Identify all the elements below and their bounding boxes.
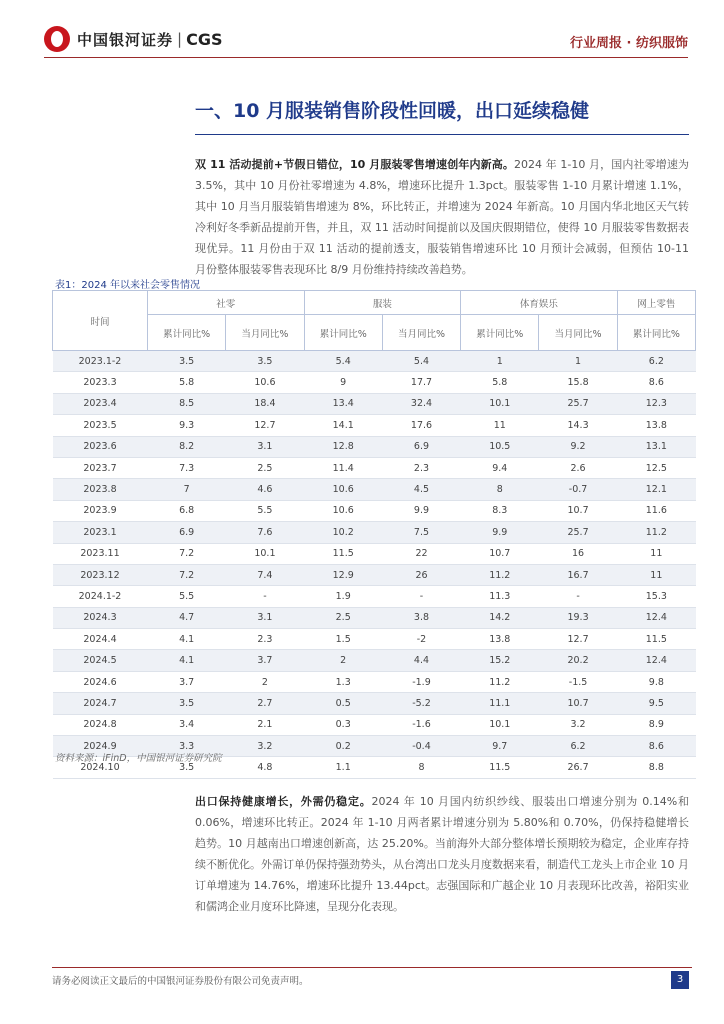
table-cell-value: 9.2 xyxy=(539,436,617,457)
table-cell-value: 4.6 xyxy=(226,479,304,500)
table-cell-value: 11.2 xyxy=(461,671,539,692)
table-cell-value: 10.7 xyxy=(539,500,617,521)
table-cell-value: 10.1 xyxy=(461,393,539,414)
table-cell-value: 7.4 xyxy=(226,564,304,585)
table-cell-value: 12.8 xyxy=(304,436,382,457)
table-cell-value: 1.3 xyxy=(304,671,382,692)
table-caption: 表1：2024 年以来社会零售情况 xyxy=(55,280,200,291)
table-cell-value: 13.8 xyxy=(617,415,695,436)
table-cell-value: 15.2 xyxy=(461,650,539,671)
table-cell-value: 19.3 xyxy=(539,607,617,628)
table-cell-value: -1.6 xyxy=(382,714,460,735)
header-divider xyxy=(44,57,688,58)
table-sub-header xyxy=(53,315,696,351)
table-cell-period: 2023.4 xyxy=(53,393,148,414)
table-cell-value: 3.3 xyxy=(148,736,226,757)
table-row xyxy=(53,415,696,436)
table-row xyxy=(53,629,696,650)
table-row xyxy=(53,714,696,735)
table-cell-value: 6.9 xyxy=(382,436,460,457)
table-cell-period: 2023.7 xyxy=(53,457,148,478)
table-cell-value: 10.6 xyxy=(304,500,382,521)
table-cell-value: 10.1 xyxy=(461,714,539,735)
table-cell-value: 10.7 xyxy=(539,693,617,714)
table-cell-value: 12.5 xyxy=(617,457,695,478)
table-cell-value: 9.4 xyxy=(461,457,539,478)
report-type-label: 行业周报 · 纺织服饰 xyxy=(570,36,688,51)
title-divider xyxy=(195,134,689,135)
table-cell-value: - xyxy=(226,586,304,607)
table-cell-value: 10.2 xyxy=(304,522,382,543)
table-cell-value: - xyxy=(539,586,617,607)
table-cell-value: 12.4 xyxy=(617,650,695,671)
table-row xyxy=(53,522,696,543)
table-cell-value: 3.1 xyxy=(226,607,304,628)
table-cell-value: 12.1 xyxy=(617,479,695,500)
table-cell-value: 17.6 xyxy=(382,415,460,436)
table-cell-value: 6.2 xyxy=(617,351,695,372)
table-cell-value: 7.5 xyxy=(382,522,460,543)
paragraph-retail xyxy=(195,154,689,280)
table-cell-value: 8.8 xyxy=(617,757,695,778)
table-cell-value: 9 xyxy=(304,372,382,393)
table-cell-value: 5.8 xyxy=(148,372,226,393)
table-cell-value: 16.7 xyxy=(539,564,617,585)
table-cell-value: 13.8 xyxy=(461,629,539,650)
table-cell-value: 26.7 xyxy=(539,757,617,778)
retail-table xyxy=(52,290,696,779)
table-cell-value: 12.9 xyxy=(304,564,382,585)
col-group-online: 网上零售 xyxy=(617,291,695,315)
table-cell-value: 3.2 xyxy=(539,714,617,735)
table-cell-value: 12.7 xyxy=(539,629,617,650)
table-cell-value: 0.5 xyxy=(304,693,382,714)
table-cell-period: 2024.10 xyxy=(53,757,148,778)
table-cell-value: 11.5 xyxy=(304,543,382,564)
table-cell-value: 2.3 xyxy=(382,457,460,478)
table-cell-period: 2023.5 xyxy=(53,415,148,436)
table-cell-value: 15.3 xyxy=(617,586,695,607)
table-row xyxy=(53,372,696,393)
section-title: 一、10 月服装销售阶段性回暖，出口延续稳健 xyxy=(195,100,590,122)
table-cell-value: 1 xyxy=(539,351,617,372)
table-cell-value: 5.5 xyxy=(148,586,226,607)
table-source: 资料来源：iFinD，中国银河证券研究院 xyxy=(55,753,222,764)
col-header: 当月同比% xyxy=(382,315,460,351)
table-cell-value: 7.2 xyxy=(148,564,226,585)
table-cell-value: 20.2 xyxy=(539,650,617,671)
table-cell-value: 4.7 xyxy=(148,607,226,628)
table-cell-value: 3.5 xyxy=(226,351,304,372)
table-cell-value: 11.2 xyxy=(461,564,539,585)
table-cell-value: 0.3 xyxy=(304,714,382,735)
table-cell-value: 10.1 xyxy=(226,543,304,564)
table-row xyxy=(53,650,696,671)
table-cell-period: 2023.3 xyxy=(53,372,148,393)
table-cell-value: 2.5 xyxy=(226,457,304,478)
table-cell-value: 3.2 xyxy=(226,736,304,757)
paragraph-retail-body: 2024 年 1-10 月，国内社零增速为 3.5%，其中 10 月份社零增速为 4.8%，增速环比提升 1.3pct。服装零售 1-10 月累计增速 1.1%，其中 10 月当月服装销售增速为 8%，环比转正，并增速为 2024 年新高。10 月国内华北地区天气转冷利好冬季新品提前开售，并且，双 11 活动时间提前以及国庆假期错位，使得 10 月服装零售数据表现优异。11 月份由于双 11 活动的提前透支，服装销售增速环比 10 月预计会减弱，但预估 10-11 月份整体服装零售表现环比 8/9 月份维持持续改善趋势。 xyxy=(195,158,689,276)
company-logo xyxy=(44,26,222,52)
table-cell-period: 2023.9 xyxy=(53,500,148,521)
table-cell-value: 9.3 xyxy=(148,415,226,436)
paragraph-export-lead: 出口保持健康增长，外需仍稳定。 xyxy=(195,795,372,808)
table-cell-value: 4.1 xyxy=(148,650,226,671)
table-cell-period: 2024.4 xyxy=(53,629,148,650)
table-cell-value: - xyxy=(382,586,460,607)
table-row xyxy=(53,607,696,628)
table-cell-period: 2024.1-2 xyxy=(53,586,148,607)
table-row xyxy=(53,457,696,478)
table-cell-value: 2.3 xyxy=(226,629,304,650)
table-cell-value: 11.5 xyxy=(461,757,539,778)
table-cell-period: 2023.6 xyxy=(53,436,148,457)
table-cell-value: 9.8 xyxy=(617,671,695,692)
table-cell-period: 2024.8 xyxy=(53,714,148,735)
table-cell-value: 8.6 xyxy=(617,736,695,757)
table-cell-value: 8.9 xyxy=(617,714,695,735)
col-group-sports: 体育娱乐 xyxy=(461,291,618,315)
table-cell-value: 11 xyxy=(617,543,695,564)
table-row xyxy=(53,479,696,500)
table-row xyxy=(53,500,696,521)
table-cell-value: 8.6 xyxy=(617,372,695,393)
page-number: 3 xyxy=(671,971,689,989)
logo-english-name: CGS xyxy=(186,29,223,49)
table-row xyxy=(53,393,696,414)
table-cell-value: 14.3 xyxy=(539,415,617,436)
table-cell-value: 11.3 xyxy=(461,586,539,607)
table-cell-value: 8.2 xyxy=(148,436,226,457)
col-group-apparel: 服装 xyxy=(304,291,461,315)
table-cell-value: 12.3 xyxy=(617,393,695,414)
table-cell-value: 13.4 xyxy=(304,393,382,414)
cgs-logo-icon xyxy=(44,26,70,52)
table-cell-value: 11.6 xyxy=(617,500,695,521)
table-cell-value: 6.9 xyxy=(148,522,226,543)
table-cell-value: 2.5 xyxy=(304,607,382,628)
table-row xyxy=(53,436,696,457)
table-cell-value: 5.5 xyxy=(226,500,304,521)
table-cell-value: 3.5 xyxy=(148,693,226,714)
table-cell-value: -0.7 xyxy=(539,479,617,500)
table-cell-period: 2023.12 xyxy=(53,564,148,585)
table-cell-value: 25.7 xyxy=(539,393,617,414)
table-cell-period: 2024.7 xyxy=(53,693,148,714)
table-cell-value: -5.2 xyxy=(382,693,460,714)
table-cell-value: 7.2 xyxy=(148,543,226,564)
table-row xyxy=(53,564,696,585)
footer-divider xyxy=(52,967,692,968)
table-cell-period: 2024.3 xyxy=(53,607,148,628)
table-cell-value: 14.1 xyxy=(304,415,382,436)
table-cell-value: 6.8 xyxy=(148,500,226,521)
table-cell-value: 3.5 xyxy=(148,351,226,372)
table-cell-value: 25.7 xyxy=(539,522,617,543)
table-cell-value: 26 xyxy=(382,564,460,585)
col-header: 当月同比% xyxy=(226,315,304,351)
table-cell-value: 7.6 xyxy=(226,522,304,543)
table-cell-value: 3.1 xyxy=(226,436,304,457)
table-cell-value: 3.8 xyxy=(382,607,460,628)
table-cell-value: 5.4 xyxy=(382,351,460,372)
table-row xyxy=(53,586,696,607)
col-header: 累计同比% xyxy=(617,315,695,351)
logo-separator: | xyxy=(177,30,183,48)
table-cell-value: 16 xyxy=(539,543,617,564)
table-cell-value: 4.5 xyxy=(382,479,460,500)
table-cell-value: 2.1 xyxy=(226,714,304,735)
table-cell-value: 12.7 xyxy=(226,415,304,436)
table-cell-value: 10.6 xyxy=(304,479,382,500)
table-body xyxy=(53,351,696,779)
table-cell-value: 2 xyxy=(226,671,304,692)
table-cell-value: 2 xyxy=(304,650,382,671)
table-row xyxy=(53,693,696,714)
table-cell-value: 6.2 xyxy=(539,736,617,757)
table-cell-value: 32.4 xyxy=(382,393,460,414)
table-cell-value: 3.4 xyxy=(148,714,226,735)
table-cell-value: 14.2 xyxy=(461,607,539,628)
logo-chinese-name: 中国银河证券 xyxy=(77,30,174,49)
footer-disclaimer: 请务必阅读正文最后的中国银河证券股份有限公司免责声明。 xyxy=(52,976,309,987)
table-row xyxy=(53,671,696,692)
table-cell-value: 11.5 xyxy=(617,629,695,650)
col-header: 累计同比% xyxy=(304,315,382,351)
table-cell-value: 11.4 xyxy=(304,457,382,478)
table-cell-value: 8 xyxy=(382,757,460,778)
table-cell-value: 13.1 xyxy=(617,436,695,457)
col-header: 累计同比% xyxy=(461,315,539,351)
table-cell-period: 2023.1-2 xyxy=(53,351,148,372)
table-cell-value: 9.7 xyxy=(461,736,539,757)
table-cell-value: 2.7 xyxy=(226,693,304,714)
table-cell-value: 3.7 xyxy=(148,671,226,692)
table-cell-value: 7 xyxy=(148,479,226,500)
col-group-retail: 社零 xyxy=(148,291,305,315)
table-cell-period: 2023.1 xyxy=(53,522,148,543)
table-cell-value: 5.4 xyxy=(304,351,382,372)
table-cell-value: 18.4 xyxy=(226,393,304,414)
table-group-header xyxy=(53,291,696,315)
table-cell-value: 1.5 xyxy=(304,629,382,650)
table-cell-value: -2 xyxy=(382,629,460,650)
table-cell-value: 1.1 xyxy=(304,757,382,778)
table-cell-value: 17.7 xyxy=(382,372,460,393)
table-cell-period: 2024.9 xyxy=(53,736,148,757)
table-cell-value: 4.1 xyxy=(148,629,226,650)
table-cell-value: 7.3 xyxy=(148,457,226,478)
table-cell-value: 1.9 xyxy=(304,586,382,607)
table-cell-value: 11 xyxy=(461,415,539,436)
table-cell-value: 11.2 xyxy=(617,522,695,543)
page-header xyxy=(0,0,724,62)
table-row xyxy=(53,351,696,372)
table-cell-value: -1.5 xyxy=(539,671,617,692)
table-cell-value: 5.8 xyxy=(461,372,539,393)
paragraph-export-body: 2024 年 10 月国内纺织纱线、服装出口增速分别为 0.14%和 0.06%，增速环比转正。2024 年 1-10 月两者累计增速分别为 5.80%和 0.70%，仍保持稳健增长趋势。10 月越南出口增速创新高，达 25.20%。当前海外大部分整体增长预期较为稳定，企业库存持续不断优化。外需订单仍保持强劲势头，从台湾出口龙头月度数据来看，制造代工龙头上市企业 10 月订单增速为 14.76%，增速环比提升 13.44pct。志强国际和广越企业 10 月表现环比改善，裕阳实业和儒鸿企业月度环比降速，呈现分化表现。 xyxy=(195,795,690,913)
table-cell-value: 10.6 xyxy=(226,372,304,393)
table-cell-value: 1 xyxy=(461,351,539,372)
table-cell-value: 9.9 xyxy=(382,500,460,521)
table-cell-value: 3.7 xyxy=(226,650,304,671)
table-cell-value: 9.9 xyxy=(461,522,539,543)
table-cell-value: -0.4 xyxy=(382,736,460,757)
table-cell-value: 9.5 xyxy=(617,693,695,714)
col-header: 当月同比% xyxy=(539,315,617,351)
table-cell-value: 3.5 xyxy=(148,757,226,778)
table-cell-value: 11 xyxy=(617,564,695,585)
table-cell-value: 22 xyxy=(382,543,460,564)
table-cell-period: 2023.11 xyxy=(53,543,148,564)
table-cell-period: 2024.5 xyxy=(53,650,148,671)
table-cell-value: 15.8 xyxy=(539,372,617,393)
table-cell-value: 4.4 xyxy=(382,650,460,671)
table-cell-value: -1.9 xyxy=(382,671,460,692)
table-cell-value: 11.1 xyxy=(461,693,539,714)
table-cell-value: 8 xyxy=(461,479,539,500)
table-cell-value: 10.5 xyxy=(461,436,539,457)
paragraph-retail-lead: 双 11 活动提前+节假日错位，10 月服装零售增速创年内新高。 xyxy=(195,158,514,171)
table-cell-value: 8.5 xyxy=(148,393,226,414)
table-cell-value: 12.4 xyxy=(617,607,695,628)
table-cell-value: 8.3 xyxy=(461,500,539,521)
table-cell-period: 2023.8 xyxy=(53,479,148,500)
table-cell-value: 2.6 xyxy=(539,457,617,478)
table-cell-period: 2024.6 xyxy=(53,671,148,692)
table-cell-value: 0.2 xyxy=(304,736,382,757)
col-header: 累计同比% xyxy=(148,315,226,351)
col-header-time: 时间 xyxy=(53,291,148,351)
table-row xyxy=(53,543,696,564)
paragraph-export xyxy=(195,791,689,917)
table-cell-value: 4.8 xyxy=(226,757,304,778)
table-cell-value: 10.7 xyxy=(461,543,539,564)
